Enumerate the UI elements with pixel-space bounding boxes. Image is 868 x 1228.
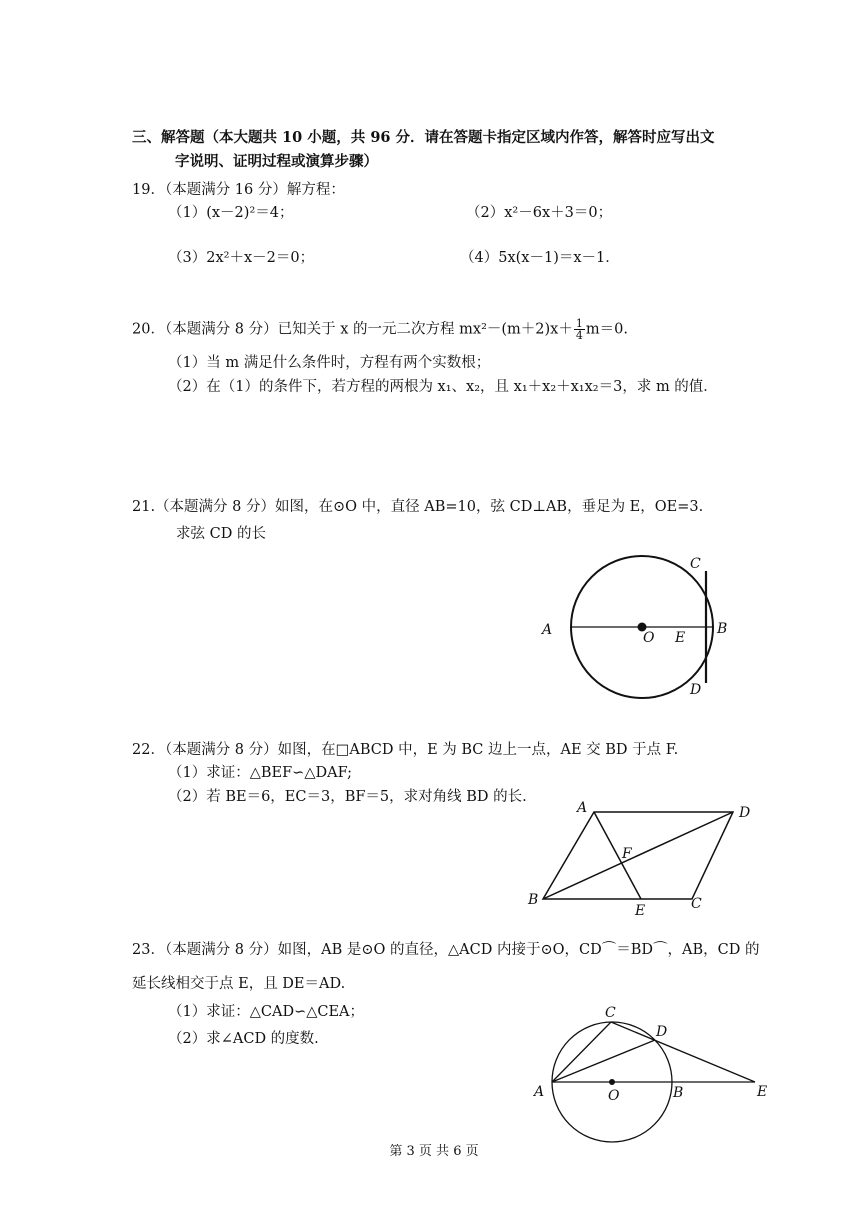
q22-diagonal-bd [543,812,733,899]
q20-fraction-den: 4 [575,329,583,342]
q22-label-f: F [622,846,632,862]
q21-stem: 21.（本题满分 8 分）如图，在⊙O 中，直径 AB=10，弦 CD⊥AB，垂足为 E，OE=3. [132,499,704,515]
q21-label-c: C [690,556,701,572]
q22-part1: （1）求证：△BEF∽△DAF; [168,765,353,781]
q21-circle-diagram [530,548,760,708]
q20-stem-pre: 20．（本题满分 8 分）已知关于 x 的一元二次方程 mx²－(m＋2)x＋ [132,321,573,338]
q23-stem: 23．（本题满分 8 分）如图，AB 是⊙O 的直径，△ACD 内接于⊙O，CD⌒＝BD⌒，AB，CD 的 [132,942,760,958]
q21-label-d: D [690,682,702,698]
q23-label-d: D [656,1024,668,1040]
q23-segment-ad [552,1040,655,1082]
q21-label-e: E [675,630,686,646]
q23-label-e: E [757,1084,768,1100]
q21-label-a: A [542,622,553,638]
q22-part2: （2）若 BE＝6，EC＝3，BF＝5，求对角线 BD 的长. [168,789,527,805]
q22-segment-ae [594,812,641,899]
section-heading-line1: 三、解答题（本大题共 10 小题，共 96 分．请在答题卡指定区域内作答，解答时应写出文 [132,129,715,146]
q21-label-b: B [717,621,728,637]
q23-circle-diagram [525,1000,775,1145]
q19-part3: （3）2x²＋x－2＝0； [168,250,315,266]
q22-label-e: E [635,903,646,919]
q23-part2: （2）求∠ACD 的度数. [168,1031,319,1047]
q22-stem: 22．（本题满分 8 分）如图，在□ABCD 中，E 为 BC 边上一点，AE 交 BD 于点 F. [132,742,679,758]
q20-fraction-num: 1 [575,317,583,330]
q20-stem [132,318,628,341]
q21-ask: 求弦 CD 的长 [176,526,266,542]
q20-stem-post: m＝0. [585,321,628,338]
q23-part1: （1）求证：△CAD∽△CEA； [168,1004,365,1020]
q23-center-dot [609,1079,615,1085]
q21-label-o: O [643,630,655,646]
q22-label-b: B [528,892,539,908]
q23-stem2: 延长线相交于点 E，且 DE＝AD. [132,976,346,992]
q22-label-a: A [577,800,588,816]
q20-part2: （2）在（1）的条件下，若方程的两根为 x₁、x₂，且 x₁＋x₂＋x₁x₂＝3，求 m 的值． [168,379,718,395]
q23-label-o: O [608,1088,620,1104]
q20-fraction [574,318,585,341]
q19-part1: （1）(x－2)²＝4； [168,205,294,221]
q23-label-b: B [673,1085,684,1101]
q22-parallelogram-diagram [520,798,770,923]
q20-part1: （1）当 m 满足什么条件时，方程有两个实数根； [168,355,491,371]
q22-label-c: C [691,896,702,912]
q22-label-d: D [739,805,751,821]
page-footer: 第 3 页 共 6 页 [389,1144,479,1159]
q19-part2: （2）x²－6x＋3＝0； [466,205,613,221]
q19-stem: 19．（本题满分 16 分）解方程： [132,182,345,198]
q19-part4: （4）5x(x－1)＝x－1． [460,250,620,266]
section-heading-line2: 字说明、证明过程或演算步骤） [175,153,378,170]
q23-label-a: A [534,1084,545,1100]
q23-line-ce [611,1022,755,1082]
q23-label-c: C [605,1005,616,1021]
